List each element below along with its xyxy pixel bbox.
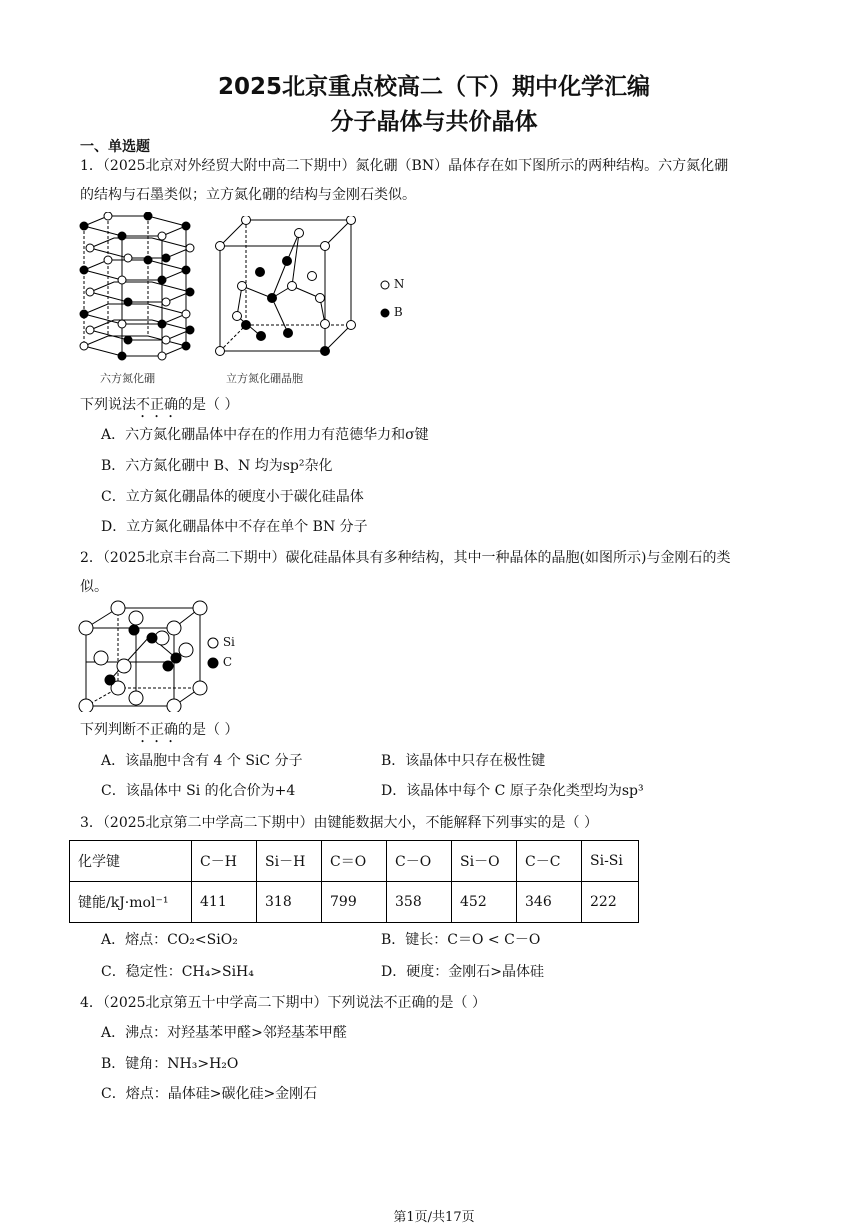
page-title-line1: 2025北京重点校高二（下）期中化学汇编 bbox=[217, 74, 650, 100]
table-cell: 346 bbox=[517, 882, 582, 923]
open-circle-icon bbox=[207, 637, 219, 649]
table-header-cell: Si－H bbox=[257, 841, 322, 882]
q2-option-c: C．该晶体中 Si 的化合价为+4 bbox=[101, 783, 296, 799]
table-cell: 799 bbox=[322, 882, 387, 923]
table-header-cell: Si－O bbox=[452, 841, 517, 882]
table-header-cell: C－C bbox=[517, 841, 582, 882]
q1-option-b: B．六方氮化硼中 B、N 均为sp²杂化 bbox=[101, 458, 333, 474]
table-header-row bbox=[70, 841, 639, 882]
table-header-cell: C＝O bbox=[322, 841, 387, 882]
table-cell: 452 bbox=[452, 882, 517, 923]
q4-stem: 4．（2025北京第五十中学高二下期中）下列说法不正确的是（ ） bbox=[80, 995, 486, 1011]
hexagonal-bn-structure-figure bbox=[76, 212, 201, 362]
q2-prompt bbox=[80, 719, 238, 746]
caption-cubic-bn: 立方氮化硼晶胞 bbox=[226, 372, 303, 385]
table-header-cell: 化学键 bbox=[70, 841, 192, 882]
legend-si-label: Si bbox=[222, 635, 235, 649]
legend-si bbox=[207, 635, 235, 649]
q3-option-a: A．熔点：CO₂<SiO₂ bbox=[101, 932, 238, 948]
q1-option-a: A．六方氮化硼晶体中存在的作用力有范德华力和σ键 bbox=[101, 427, 429, 443]
q1-stem-line1: 1．（2025北京对外经贸大附中高二下期中）氮化硼（BN）晶体存在如下图所示的两种结构。六方氮化硼 bbox=[80, 158, 729, 174]
q1-option-d: D．立方氮化硼晶体中不存在单个 BN 分子 bbox=[101, 519, 368, 535]
q1-prompt-pre: 下列说法 bbox=[80, 397, 136, 413]
q1-prompt-post: 的是（ ） bbox=[178, 397, 239, 413]
q3-option-c: C．稳定性：CH₄>SiH₄ bbox=[101, 964, 254, 980]
legend-n bbox=[380, 277, 404, 291]
open-circle-icon bbox=[380, 280, 390, 290]
sic-unit-cell-figure bbox=[76, 600, 211, 712]
legend-b bbox=[380, 305, 403, 319]
q2-stem-line2: 似。 bbox=[80, 579, 108, 595]
q4-option-c: C．熔点：晶体硅>碳化硅>金刚石 bbox=[101, 1086, 318, 1102]
q2-option-d: D．该晶体中每个 C 原子杂化类型均为sp³ bbox=[381, 783, 644, 799]
q1-prompt bbox=[80, 394, 238, 421]
q2-prompt-pre: 下列判断 bbox=[80, 722, 136, 738]
q2-option-b: B．该晶体中只存在极性键 bbox=[381, 753, 546, 769]
q4-option-a: A．沸点：对羟基苯甲醛>邻羟基苯甲醛 bbox=[101, 1025, 347, 1041]
legend-c bbox=[207, 655, 232, 669]
legend-c-label: C bbox=[222, 655, 233, 669]
q1-stem-line2: 的结构与石墨类似；立方氮化硼的结构与金刚石类似。 bbox=[80, 187, 416, 203]
table-header-cell: C－H bbox=[192, 841, 257, 882]
q4-option-b: B．键角：NH₃>H₂O bbox=[101, 1056, 239, 1072]
page-number-footer: 第1页/共17页 bbox=[393, 1210, 475, 1225]
table-cell: 358 bbox=[387, 882, 452, 923]
filled-circle-icon bbox=[380, 308, 390, 318]
table-row bbox=[70, 882, 639, 923]
table-row-label: 键能/kJ·mol⁻¹ bbox=[70, 882, 192, 923]
q2-prompt-emphasis: 不正确 bbox=[136, 722, 178, 738]
legend-b-label: B bbox=[393, 305, 403, 319]
q2-option-a: A．该晶胞中含有 4 个 SiC 分子 bbox=[101, 753, 303, 769]
legend-n-label: N bbox=[393, 277, 405, 291]
page-title-line2: 分子晶体与共价晶体 bbox=[330, 109, 538, 135]
section-heading: 一、单选题 bbox=[80, 139, 150, 155]
q2-stem-line1: 2．（2025北京丰台高二下期中）碳化硅晶体具有多种结构，其中一种晶体的晶胞(如图所示)与金刚石的类 bbox=[80, 550, 731, 566]
table-header-cell: C－O bbox=[387, 841, 452, 882]
filled-circle-icon bbox=[207, 657, 219, 669]
table-header-cell: Si-Si bbox=[582, 841, 639, 882]
bond-energy-table bbox=[69, 840, 639, 923]
q3-option-b: B．键长：C＝O < C－O bbox=[381, 932, 541, 948]
q3-stem: 3．（2025北京第二中学高二下期中）由键能数据大小，不能解释下列事实的是（ ） bbox=[80, 815, 598, 831]
q1-option-c: C．立方氮化硼晶体的硬度小于碳化硅晶体 bbox=[101, 489, 364, 505]
table-cell: 318 bbox=[257, 882, 322, 923]
q1-prompt-emphasis: 不正确 bbox=[136, 397, 178, 413]
q2-prompt-post: 的是（ ） bbox=[178, 722, 239, 738]
table-cell: 411 bbox=[192, 882, 257, 923]
table-cell: 222 bbox=[582, 882, 639, 923]
cubic-bn-unit-cell-figure bbox=[212, 216, 357, 356]
caption-hexagonal-bn: 六方氮化硼 bbox=[100, 372, 155, 385]
q3-option-d: D．硬度：金刚石>晶体硅 bbox=[381, 964, 544, 980]
